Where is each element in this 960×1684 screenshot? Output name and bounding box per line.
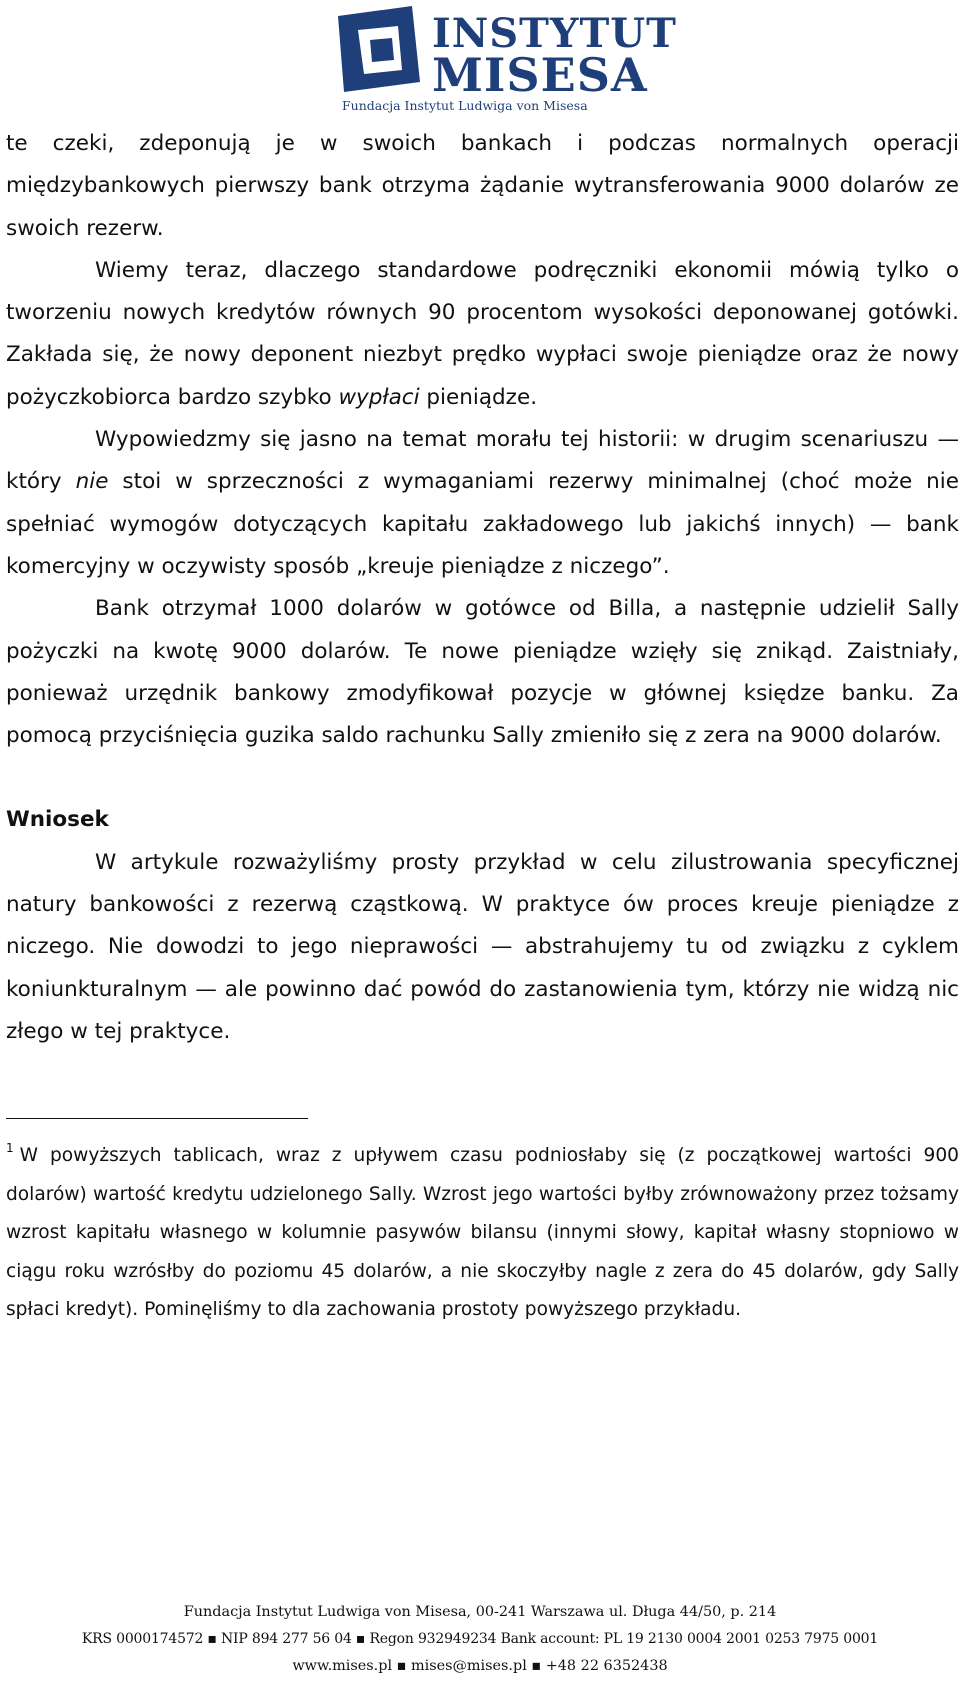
paragraph-3 bbox=[6, 419, 959, 588]
paragraph-3-emphasis: nie bbox=[75, 469, 109, 495]
footer-registration: KRS 0000174572 ▪ NIP 894 277 56 04 ▪ Regon 932949234 Bank account: PL 19 2130 0004 2001 0253 7975 0001 bbox=[81, 1631, 879, 1647]
logo-tagline: Fundacja Instytut Ludwiga von Misesa bbox=[342, 98, 588, 113]
logo-emblem-icon bbox=[334, 6, 424, 96]
footnote bbox=[6, 1129, 959, 1330]
page-footer bbox=[0, 1599, 960, 1680]
footnote-mark: 1 bbox=[6, 1141, 14, 1155]
paragraph-2 bbox=[6, 250, 959, 419]
paragraph-3-part-b: stoi w sprzeczności z wymaganiami rezerwy minimalnej (choć może nie spełniać wymogów dotyczących kapitału zakładowego lub jakichś innych) — bank komercyjny w oczywisty sposób „kreuje pieniądze z niczego”. bbox=[6, 469, 960, 579]
logo-line-2: MISESA bbox=[432, 48, 648, 102]
logo-line-1: INSTYTUT bbox=[432, 10, 677, 57]
paragraph-1: te czeki, zdeponują je w swoich bankach i podczas normalnych operacji międzybankowych pierwszy bank otrzyma żądanie wytransferowania 9000 dolarów ze swoich rezerw. bbox=[6, 131, 959, 241]
institute-logo bbox=[334, 6, 677, 116]
article-body bbox=[6, 123, 959, 1053]
section-heading: Wniosek bbox=[6, 807, 109, 833]
paragraph-3-part-a: Wypowiedzmy się jasno na temat morału tej historii: w drugim scenariuszu — który bbox=[6, 427, 959, 495]
paragraph-2-part-b: pieniądze. bbox=[419, 384, 538, 410]
footnote-divider bbox=[6, 1118, 308, 1119]
section-gap bbox=[6, 757, 959, 799]
paragraph-5: W artykule rozważyliśmy prosty przykład w celu zilustrowania specyficznej natury bankowości z rezerwą cząstkową. W praktyce ów proces kreuje pieniądze z niczego. Nie dowodzi to jego nieprawości — abstrahujemy tu od związku z cyklem koniunkturalnym — ale powinno dać powód do zastanowienia tym, którzy nie widzą nic złego w tej praktyce. bbox=[6, 849, 959, 1044]
paragraph-4: Bank otrzymał 1000 dolarów w gotówce od Billa, a następnie udzielił Sally pożyczki na kwotę 9000 dolarów. Te nowe pieniądze wzięły się znikąd. Zaistniały, ponieważ urzędnik bankowy zmodyfikował pozycje w głównej księdze banku. Za pomocą przyciśnięcia guzika saldo rachunku Sally zmieniło się z zera na 9000 dolarów. bbox=[6, 596, 959, 749]
paragraph-2-part-a: Wiemy teraz, dlaczego standardowe podręczniki ekonomii mówią tylko o tworzeniu nowych kredytów równych 90 procentom wysokości deponowanej gotówki. Zakłada się, że nowy deponent niezbyt prędko wypłaci swoje pieniądze oraz że nowy pożyczkobiorca bardzo szybko bbox=[6, 257, 959, 410]
footnote-text: W powyższych tablicach, wraz z upływem czasu podniosłaby się (z początkowej wartości 900 dolarów) wartość kredytu udzielonego Sally. Wzrost jego wartości byłby zrównoważony przez tożsamy wzrost kapitału własnego w kolumnie pasywów bilansu (innymi słowy, kapitał własny stopniowo w ciągu roku wzrósłby do poziomu 45 dolarów, a nie skoczyłby nagle z zera do 45 dolarów, gdy Sally spłaci kredyt). Pominęliśmy to dla zachowania prostoty powyższego przykładu. bbox=[6, 1145, 959, 1320]
paragraph-2-emphasis: wypłaci bbox=[338, 384, 420, 410]
footer-contact: www.mises.pl ▪ mises@mises.pl ▪ +48 22 6352438 bbox=[292, 1658, 668, 1674]
footer-address: Fundacja Instytut Ludwiga von Misesa, 00-241 Warszawa ul. Długa 44/50, p. 214 bbox=[183, 1604, 777, 1620]
